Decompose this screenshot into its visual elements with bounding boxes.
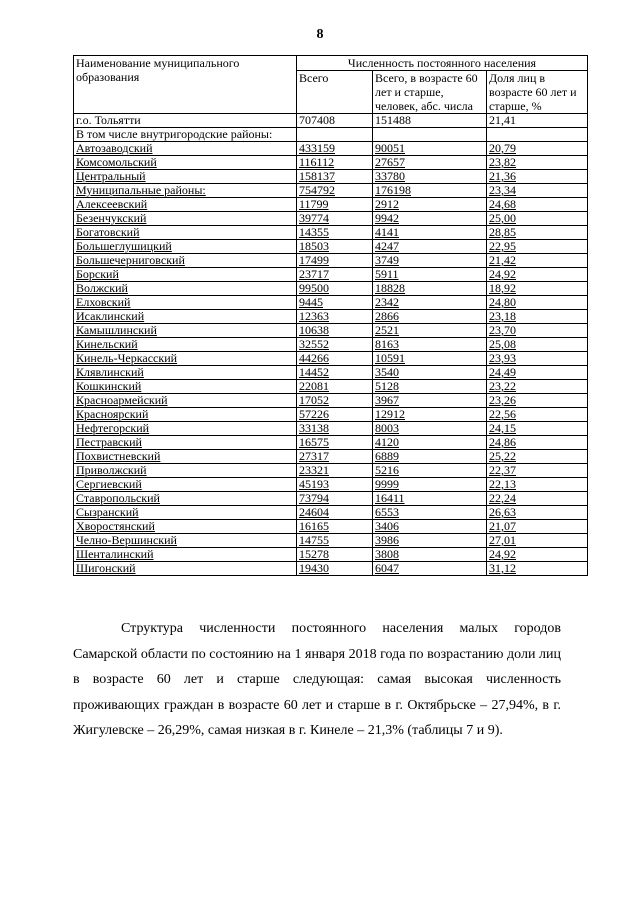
table-row — [74, 268, 588, 282]
cell-share: 23,93 — [487, 352, 588, 366]
summary-text: Структура численности постоянного населения малых городов Самарской области по состоянию на 1 января 2018 года по возрастанию доли лиц в возрасте 60 лет и старше следующая: самая высокая численность проживающих граждан в возрасте 60 лет и старше в г. Октябрьске – 27,94%, в г. Жигулевске – 26,29%, самая низкая в г. Кинеле – 21,3% (таблицы 7 и 9). — [73, 621, 561, 738]
cell-name: Клявлинский — [74, 366, 297, 380]
table-row — [74, 394, 588, 408]
cell-elderly — [373, 128, 487, 142]
table-row — [74, 128, 588, 142]
cell-share: 24,15 — [487, 422, 588, 436]
cell-total: 16575 — [297, 436, 373, 450]
cell-share: 24,49 — [487, 366, 588, 380]
cell-total: 32552 — [297, 338, 373, 352]
cell-elderly: 176198 — [373, 184, 487, 198]
cell-name: Алексеевский — [74, 198, 297, 212]
table-row — [74, 324, 588, 338]
cell-name: Елховский — [74, 296, 297, 310]
cell-total: 754792 — [297, 184, 373, 198]
cell-total: 14452 — [297, 366, 373, 380]
cell-share: 23,22 — [487, 380, 588, 394]
cell-elderly: 5911 — [373, 268, 487, 282]
header-share: Доля лиц в возрасте 60 лет и старше, % — [487, 71, 588, 114]
table-row — [74, 114, 588, 128]
header-total: Всего — [297, 71, 373, 114]
cell-elderly: 151488 — [373, 114, 487, 128]
cell-total: 45193 — [297, 478, 373, 492]
cell-share: 22,24 — [487, 492, 588, 506]
cell-total: 23321 — [297, 464, 373, 478]
cell-total: 10638 — [297, 324, 373, 338]
table-row — [74, 142, 588, 156]
cell-share: 22,13 — [487, 478, 588, 492]
cell-total: 44266 — [297, 352, 373, 366]
cell-share: 18,92 — [487, 282, 588, 296]
table-row — [74, 548, 588, 562]
table-row — [74, 408, 588, 422]
cell-elderly: 8163 — [373, 338, 487, 352]
cell-name: Кошкинский — [74, 380, 297, 394]
cell-total: 12363 — [297, 310, 373, 324]
cell-share: 23,70 — [487, 324, 588, 338]
cell-share: 31,12 — [487, 562, 588, 576]
cell-share: 20,79 — [487, 142, 588, 156]
cell-elderly: 6047 — [373, 562, 487, 576]
cell-name: Кинельский — [74, 338, 297, 352]
table-row — [74, 534, 588, 548]
cell-elderly: 2342 — [373, 296, 487, 310]
cell-share: 24,92 — [487, 268, 588, 282]
table-row — [74, 492, 588, 506]
cell-elderly: 10591 — [373, 352, 487, 366]
cell-share: 25,08 — [487, 338, 588, 352]
cell-name: Камышлинский — [74, 324, 297, 338]
cell-name: Приволжский — [74, 464, 297, 478]
cell-total: 24604 — [297, 506, 373, 520]
cell-name: Сызранский — [74, 506, 297, 520]
cell-name: Большечерниговский — [74, 254, 297, 268]
cell-total: 16165 — [297, 520, 373, 534]
cell-total: 22081 — [297, 380, 373, 394]
cell-name: Автозаводский — [74, 142, 297, 156]
cell-share — [487, 128, 588, 142]
cell-elderly: 6553 — [373, 506, 487, 520]
cell-name: Муниципальные районы: — [74, 184, 297, 198]
cell-name: Хворостянский — [74, 520, 297, 534]
cell-name: Комсомольский — [74, 156, 297, 170]
table-row — [74, 520, 588, 534]
cell-total — [297, 128, 373, 142]
cell-share: 24,86 — [487, 436, 588, 450]
table-row — [74, 436, 588, 450]
cell-elderly: 3967 — [373, 394, 487, 408]
table-row — [74, 282, 588, 296]
table-row — [74, 380, 588, 394]
cell-elderly: 9999 — [373, 478, 487, 492]
table-row — [74, 366, 588, 380]
cell-name: Большеглушицкий — [74, 240, 297, 254]
cell-share: 23,26 — [487, 394, 588, 408]
cell-elderly: 5128 — [373, 380, 487, 394]
cell-name: Похвистневский — [74, 450, 297, 464]
cell-name: Ставропольский — [74, 492, 297, 506]
cell-name: В том числе внутригородские районы: — [74, 128, 297, 142]
table-row — [74, 226, 588, 240]
cell-name: Шигонский — [74, 562, 297, 576]
cell-elderly: 4247 — [373, 240, 487, 254]
table-row — [74, 506, 588, 520]
cell-elderly: 3540 — [373, 366, 487, 380]
table-row — [74, 170, 588, 184]
cell-share: 24,92 — [487, 548, 588, 562]
cell-elderly: 9942 — [373, 212, 487, 226]
cell-share: 25,22 — [487, 450, 588, 464]
cell-elderly: 2866 — [373, 310, 487, 324]
cell-total: 57226 — [297, 408, 373, 422]
cell-share: 28,85 — [487, 226, 588, 240]
cell-share: 21,36 — [487, 170, 588, 184]
cell-total: 39774 — [297, 212, 373, 226]
table-row — [74, 352, 588, 366]
cell-elderly: 27657 — [373, 156, 487, 170]
cell-total: 18503 — [297, 240, 373, 254]
header-elderly: Всего, в возрасте 60 лет и старше, человек, абс. числа — [373, 71, 487, 114]
cell-elderly: 5216 — [373, 464, 487, 478]
population-table — [73, 55, 588, 576]
cell-total: 23717 — [297, 268, 373, 282]
cell-elderly: 2521 — [373, 324, 487, 338]
cell-share: 21,41 — [487, 114, 588, 128]
cell-share: 22,37 — [487, 464, 588, 478]
table-row — [74, 156, 588, 170]
cell-total: 116112 — [297, 156, 373, 170]
table-row — [74, 338, 588, 352]
cell-name: Богатовский — [74, 226, 297, 240]
cell-elderly: 12912 — [373, 408, 487, 422]
table-row — [74, 198, 588, 212]
cell-share: 24,80 — [487, 296, 588, 310]
cell-name: Борский — [74, 268, 297, 282]
header-municipality: Наименование муниципального образования — [74, 56, 297, 114]
cell-total: 99500 — [297, 282, 373, 296]
cell-name: Волжский — [74, 282, 297, 296]
cell-total: 11799 — [297, 198, 373, 212]
cell-share: 26,63 — [487, 506, 588, 520]
cell-elderly: 8003 — [373, 422, 487, 436]
cell-share: 23,34 — [487, 184, 588, 198]
cell-total: 14755 — [297, 534, 373, 548]
table-row — [74, 254, 588, 268]
cell-elderly: 3986 — [373, 534, 487, 548]
table-row — [74, 184, 588, 198]
cell-name: г.о. Тольятти — [74, 114, 297, 128]
cell-elderly: 3749 — [373, 254, 487, 268]
cell-name: Центральный — [74, 170, 297, 184]
cell-share: 21,42 — [487, 254, 588, 268]
cell-elderly: 4120 — [373, 436, 487, 450]
cell-share: 21,07 — [487, 520, 588, 534]
cell-elderly: 90051 — [373, 142, 487, 156]
cell-total: 17499 — [297, 254, 373, 268]
header-population-group: Численность постоянного населения — [297, 56, 588, 71]
cell-elderly: 2912 — [373, 198, 487, 212]
table-row — [74, 450, 588, 464]
cell-elderly: 16411 — [373, 492, 487, 506]
table-row — [74, 240, 588, 254]
cell-elderly: 33780 — [373, 170, 487, 184]
cell-elderly: 18828 — [373, 282, 487, 296]
cell-name: Красноармейский — [74, 394, 297, 408]
cell-total: 433159 — [297, 142, 373, 156]
cell-share: 23,18 — [487, 310, 588, 324]
cell-name: Красноярский — [74, 408, 297, 422]
cell-share: 22,56 — [487, 408, 588, 422]
cell-total: 73794 — [297, 492, 373, 506]
table-row — [74, 296, 588, 310]
cell-share: 25,00 — [487, 212, 588, 226]
cell-elderly: 3808 — [373, 548, 487, 562]
cell-total: 27317 — [297, 450, 373, 464]
table-row — [74, 562, 588, 576]
cell-elderly: 4141 — [373, 226, 487, 240]
cell-share: 23,82 — [487, 156, 588, 170]
table-row — [74, 464, 588, 478]
cell-total: 17052 — [297, 394, 373, 408]
table-row — [74, 310, 588, 324]
table-row — [74, 422, 588, 436]
cell-elderly: 3406 — [373, 520, 487, 534]
cell-share: 24,68 — [487, 198, 588, 212]
cell-name: Кинель-Черкасский — [74, 352, 297, 366]
cell-name: Сергиевский — [74, 478, 297, 492]
cell-name: Челно-Вершинский — [74, 534, 297, 548]
cell-name: Безенчукский — [74, 212, 297, 226]
summary-paragraph — [73, 616, 561, 744]
table-row — [74, 212, 588, 226]
cell-total: 33138 — [297, 422, 373, 436]
cell-total: 9445 — [297, 296, 373, 310]
cell-name: Исаклинский — [74, 310, 297, 324]
cell-total: 158137 — [297, 170, 373, 184]
table-body — [74, 114, 588, 576]
cell-share: 27,01 — [487, 534, 588, 548]
cell-total: 19430 — [297, 562, 373, 576]
cell-elderly: 6889 — [373, 450, 487, 464]
cell-share: 22,95 — [487, 240, 588, 254]
cell-name: Нефтегорский — [74, 422, 297, 436]
cell-name: Пестравский — [74, 436, 297, 450]
cell-name: Шенталинский — [74, 548, 297, 562]
page-number: 8 — [316, 27, 324, 42]
table-row — [74, 478, 588, 492]
cell-total: 14355 — [297, 226, 373, 240]
cell-total: 15278 — [297, 548, 373, 562]
cell-total: 707408 — [297, 114, 373, 128]
